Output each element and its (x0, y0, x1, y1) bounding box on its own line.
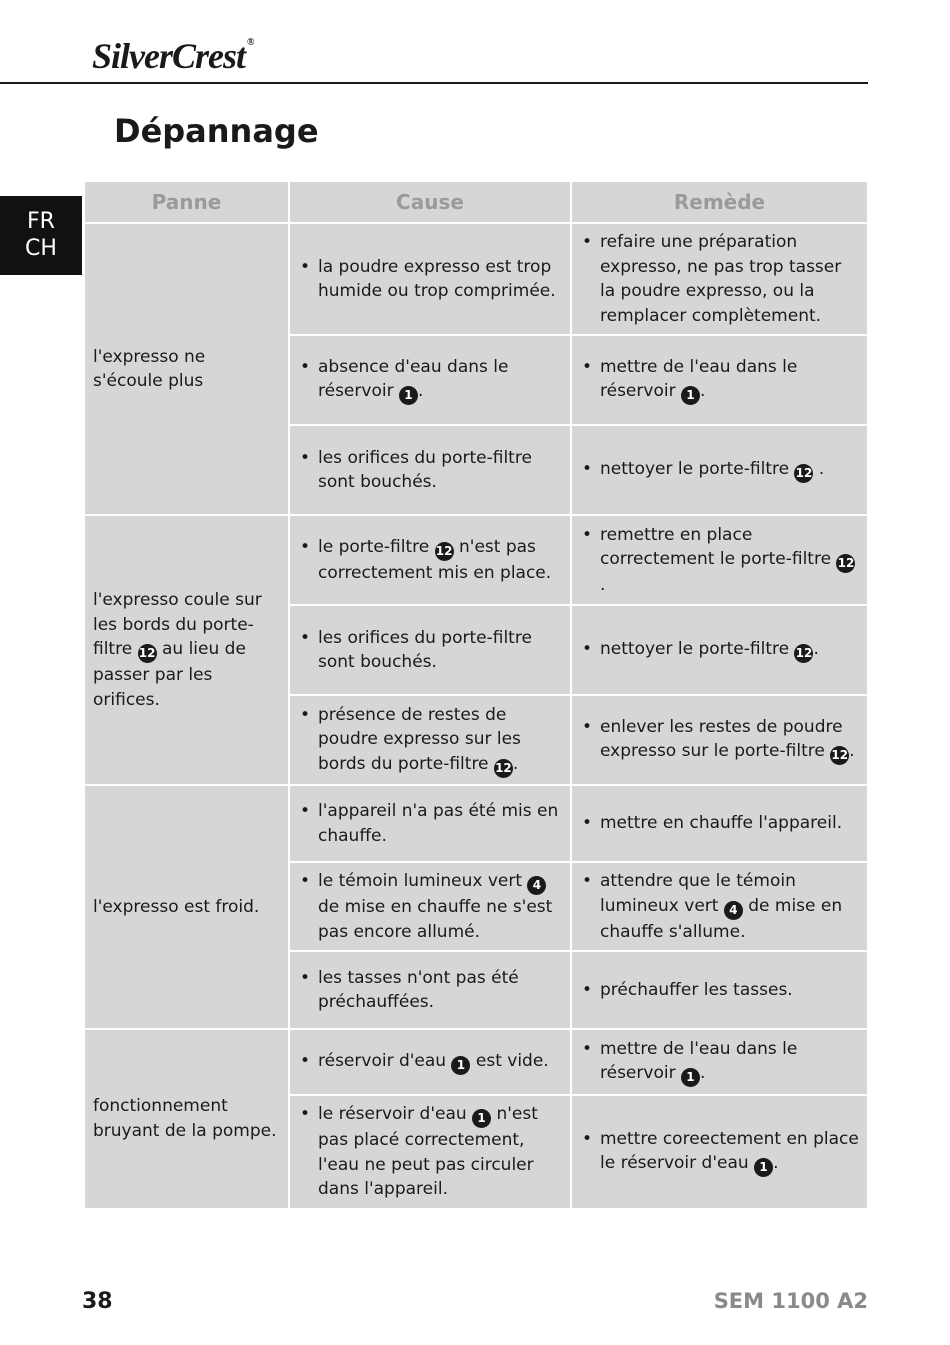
bullet-text (600, 355, 859, 406)
panne-cell (84, 515, 289, 785)
text-fragment: l'expresso est froid. (93, 896, 260, 917)
bullet-item (298, 1102, 562, 1202)
header-cause: Cause (289, 181, 571, 223)
text-fragment: remettre en place correctement le porte-filtre (600, 524, 837, 569)
bullet-icon: • (300, 871, 311, 891)
header-rule (0, 82, 868, 84)
table-body (84, 223, 868, 1209)
text-fragment: . (849, 741, 855, 762)
bullet-item (580, 230, 859, 328)
bullet-text (318, 355, 562, 406)
bullet-icon: • (300, 536, 311, 557)
bullet-text (600, 637, 859, 663)
text-fragment: n'est pas correctement mis en place. (318, 536, 552, 583)
text-fragment: . (600, 575, 606, 595)
panne-cell (84, 1029, 289, 1209)
cause-cell (289, 951, 571, 1029)
bullet-item (580, 978, 859, 1003)
text-fragment: n'est pas placé correctement, l'eau ne peut pas circuler dans l'appareil. (318, 1104, 538, 1199)
text-fragment: mettre de l'eau dans le réservoir (600, 1038, 798, 1084)
registered-mark: ® (247, 37, 254, 48)
part-number-badge: 4 (724, 901, 743, 920)
text-fragment: attendre que le témoin lumineux vert (600, 871, 796, 916)
part-number-badge: 1 (754, 1158, 773, 1177)
bullet-item (580, 523, 859, 598)
part-number-badge: 12 (494, 759, 513, 778)
bullet-text (600, 1127, 859, 1178)
text-fragment: mettre en chauffe l'appareil. (600, 813, 843, 834)
bullet-item (580, 869, 859, 944)
bullet-text (318, 255, 562, 304)
page-number: 38 (82, 1289, 113, 1314)
bullet-icon: • (300, 1104, 311, 1124)
cause-cell (289, 695, 571, 785)
language-code-fr: FR (27, 209, 55, 234)
text-fragment: présence de restes de poudre expresso sur les bords du porte-filtre (318, 704, 521, 774)
table-row (84, 515, 868, 605)
text-fragment: les orifices du porte-filtre sont bouchés. (318, 447, 532, 492)
part-number-badge: 4 (527, 876, 546, 895)
text-fragment: . (773, 1153, 779, 1173)
bullet-text (600, 715, 859, 766)
part-number-badge: 1 (472, 1109, 491, 1128)
bullet-text (318, 703, 562, 778)
remede-cell (571, 1029, 868, 1095)
table-row (84, 223, 868, 335)
text-fragment: au lieu de passer par les orifices. (93, 639, 246, 710)
panne-cell (84, 785, 289, 1029)
bullet-item (298, 255, 562, 304)
bullet-item (298, 869, 562, 944)
remede-cell (571, 695, 868, 785)
remede-cell (571, 605, 868, 695)
bullet-item (298, 446, 562, 495)
part-number-badge: 12 (794, 644, 813, 663)
remede-cell (571, 862, 868, 951)
table-row (84, 785, 868, 862)
bullet-text (600, 457, 859, 483)
bullet-icon: • (582, 459, 593, 479)
remede-cell (571, 335, 868, 425)
table-row (84, 1029, 868, 1095)
bullet-icon: • (300, 967, 311, 988)
bullet-text (318, 799, 562, 848)
bullet-item (580, 715, 859, 766)
bullet-text (318, 626, 562, 675)
text-fragment: de mise en chauffe ne s'est pas encore allumé. (318, 897, 553, 942)
bullet-text (600, 230, 859, 328)
text-fragment: . (813, 639, 819, 659)
bullet-text (600, 869, 859, 944)
brand-name: SilverCrest (92, 36, 246, 76)
bullet-icon: • (300, 627, 311, 648)
remede-cell (571, 515, 868, 605)
text-fragment: réservoir d'eau (318, 1051, 452, 1071)
text-fragment: absence d'eau dans le réservoir (318, 356, 509, 402)
bullet-icon: • (582, 356, 593, 377)
bullet-icon: • (300, 447, 311, 468)
text-fragment: le témoin lumineux vert (318, 871, 528, 891)
part-number-badge: 12 (836, 554, 855, 573)
bullet-icon: • (582, 232, 593, 252)
cause-cell (289, 1029, 571, 1095)
bullet-icon: • (300, 1051, 311, 1071)
text-fragment: l'expresso ne s'écoule plus (93, 346, 206, 391)
remede-cell (571, 785, 868, 862)
text-fragment: nettoyer le porte-filtre (600, 639, 795, 659)
bullet-item (580, 811, 859, 836)
bullet-text (318, 869, 562, 944)
cause-cell (289, 605, 571, 695)
text-fragment: de mise en chauffe s'allume. (600, 895, 843, 942)
bullet-item (580, 1127, 859, 1178)
bullet-icon: • (582, 639, 593, 659)
remede-cell (571, 223, 868, 335)
bullet-icon: • (300, 256, 311, 277)
cause-cell (289, 335, 571, 425)
text-fragment: refaire une préparation expresso, ne pas trop tasser la poudre expresso, ou la remplacer complètement. (600, 232, 842, 326)
text-fragment: le porte-filtre (318, 536, 435, 557)
bullet-icon: • (582, 813, 593, 834)
text-fragment: . (813, 459, 825, 479)
text-fragment: mettre coreectement en place le réservoir d'eau (600, 1128, 859, 1173)
troubleshooting-table (83, 180, 869, 1210)
bullet-icon: • (582, 716, 593, 737)
part-number-badge: 12 (138, 644, 157, 663)
bullet-text (600, 978, 859, 1003)
bullet-item (298, 626, 562, 675)
part-number-badge: 12 (794, 464, 813, 483)
bullet-item (298, 535, 562, 586)
cause-cell (289, 223, 571, 335)
bullet-icon: • (582, 871, 593, 891)
bullet-icon: • (300, 704, 311, 725)
bullet-text (318, 446, 562, 495)
cause-cell (289, 785, 571, 862)
bullet-text (318, 966, 562, 1015)
language-code-ch: CH (25, 236, 57, 261)
text-fragment: préchauffer les tasses. (600, 979, 793, 1000)
bullet-icon: • (300, 356, 311, 377)
text-fragment: le réservoir d'eau (318, 1104, 473, 1124)
text-fragment: les tasses n'ont pas été préchauffées. (318, 967, 519, 1012)
part-number-badge: 1 (681, 1068, 700, 1087)
text-fragment: . (417, 381, 424, 402)
bullet-text (600, 811, 859, 836)
brand-logo (92, 38, 254, 74)
bullet-text (600, 523, 859, 598)
remede-cell (571, 425, 868, 515)
bullet-item (298, 703, 562, 778)
bullet-text (600, 1037, 859, 1088)
text-fragment: . (699, 381, 706, 402)
part-number-badge: 12 (435, 542, 454, 561)
remede-cell (571, 951, 868, 1029)
cause-cell (289, 515, 571, 605)
text-fragment: . (512, 753, 519, 774)
text-fragment: l'appareil n'a pas été mis en chauffe. (318, 801, 559, 846)
text-fragment: l'expresso coule sur les bords du porte-filtre (93, 590, 262, 659)
text-fragment: la poudre expresso est trop humide ou trop comprimée. (318, 256, 556, 301)
text-fragment: fonctionnement bruyant de la pompe. (93, 1096, 277, 1141)
remede-cell (571, 1095, 868, 1209)
text-fragment: est vide. (470, 1051, 549, 1071)
bullet-icon: • (582, 524, 593, 545)
bullet-icon: • (582, 1128, 593, 1149)
bullet-text (318, 1049, 562, 1075)
bullet-item (580, 637, 859, 663)
text-fragment: . (699, 1063, 706, 1084)
bullet-item (580, 1037, 859, 1088)
text-fragment: les orifices du porte-filtre sont bouchés. (318, 627, 532, 672)
header-panne: Panne (84, 181, 289, 223)
bullet-item (298, 355, 562, 406)
bullet-item (580, 457, 859, 483)
bullet-icon: • (582, 979, 593, 1000)
text-fragment: enlever les restes de poudre expresso sur le porte-filtre (600, 716, 843, 762)
panne-cell (84, 223, 289, 515)
bullet-item (580, 355, 859, 406)
cause-cell (289, 425, 571, 515)
part-number-badge: 1 (681, 386, 700, 405)
cause-cell (289, 862, 571, 951)
header-remede: Remède (571, 181, 868, 223)
bullet-item (298, 1049, 562, 1075)
bullet-icon: • (582, 1038, 593, 1059)
page-title: Dépannage (114, 112, 319, 150)
bullet-item (298, 966, 562, 1015)
part-number-badge: 1 (399, 386, 418, 405)
bullet-icon: • (300, 801, 311, 821)
part-number-badge: 12 (830, 746, 849, 765)
text-fragment: mettre de l'eau dans le réservoir (600, 356, 798, 402)
table-header-row (84, 181, 868, 223)
cause-cell (289, 1095, 571, 1209)
model-number: SEM 1100 A2 (713, 1289, 868, 1313)
bullet-text (318, 1102, 562, 1202)
bullet-item (298, 799, 562, 848)
bullet-text (318, 535, 562, 586)
language-tab (0, 196, 82, 275)
text-fragment: nettoyer le porte-filtre (600, 459, 795, 479)
part-number-badge: 1 (451, 1056, 470, 1075)
